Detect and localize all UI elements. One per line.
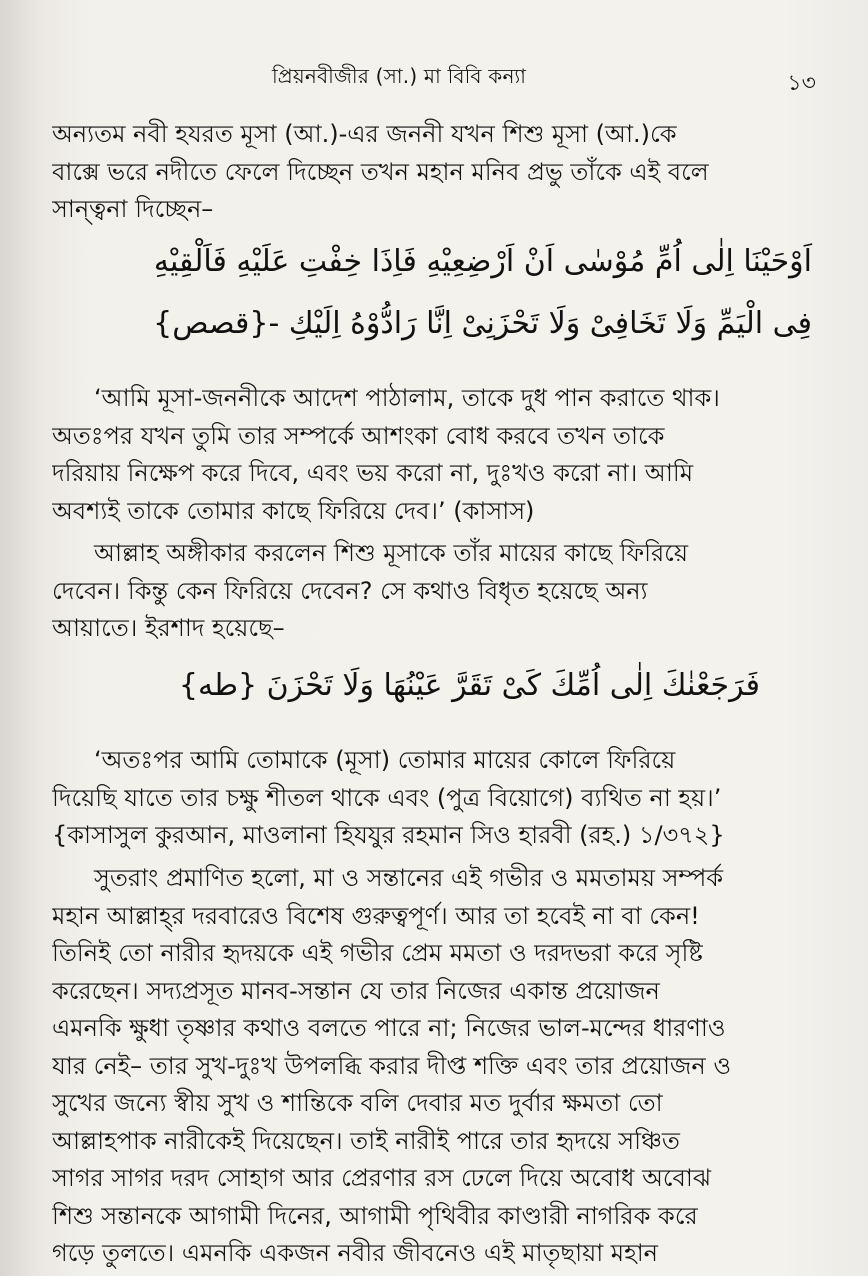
text-line: অবশ্যই তাকে তোমার কাছে ফিরিয়ে দেব।’ (কাসাস) xyxy=(52,496,535,525)
text-line: ‘অতঃপর আমি তোমাকে (মূসা) তোমার মায়ের কোলে ফিরিয়ে xyxy=(94,746,676,774)
page-number: ১৩ xyxy=(787,71,816,96)
text-line: সুতরাং প্রমাণিত হলো, মা ও সন্তানের এই গভীর ও মমতাময় সম্পর্ক xyxy=(94,864,724,892)
arabic-verse-line: فَرَجَعْنٰكَ اِلٰى اُمِّكَ كَىْ تَقَرَّ عَيْنُهَا وَلَا تَحْزَنَ {طه} xyxy=(178,668,760,703)
text-line: ‘আমি মূসা-জননীকে আদেশ পাঠালাম, তাকে দুধ পান করাতে থাক। xyxy=(94,384,720,412)
text-line: অতঃপর যখন তুমি তার সম্পর্কে আশংকা বোধ করবে তখন তাকে xyxy=(52,421,665,450)
text-line: আল্লাহ অঙ্গীকার করলেন শিশু মূসাকে তাঁর মায়ের কাছে ফিরিয়ে xyxy=(94,539,688,567)
running-title: প্রিয়নবীজীর (সা.) মা বিবি কন্যা xyxy=(272,64,527,88)
text-line: সান্ত্বনা দিচ্ছেন– xyxy=(52,195,214,223)
text-line: তিনিই তো নারীর হৃদয়কে এই গভীর প্রেম মমতা ও দরদভরা করে সৃষ্টি xyxy=(52,939,703,967)
text-line: শিশু সন্তানকে আগামী দিনের, আগামী পৃথিবীর কাণ্ডারী নাগরিক করে xyxy=(52,1201,698,1230)
intro-paragraph xyxy=(52,116,808,229)
text-line: সাগর সাগর দরদ সোহাগ আর প্রেরণার রস ঢেলে দিয়ে অবোধ অবোঝ xyxy=(52,1164,712,1192)
text-line: দিয়েছি যাতে তার চক্ষু শীতল থাকে এবং (পুত্র বিয়োগে) ব্যথিত না হয়।’ xyxy=(52,783,722,812)
page-header xyxy=(0,62,868,96)
text-line: অন্যতম নবী হযরত মূসা (আ.)-এর জননী যখন শিশু মূসা (আ.)কে xyxy=(52,120,677,148)
translation-paragraph xyxy=(52,380,808,530)
text-line: গড়ে তুলতে। এমনকি একজন নবীর জীবনেও এই মাতৃছায়া মহান xyxy=(52,1239,659,1267)
text-line: করেছেন। সদ্যপ্রসূত মানব-সন্তান যে তার নিজের একান্ত প্রয়োজন xyxy=(52,976,660,1005)
text-line: এমনকি ক্ষুধা তৃষ্ণার কথাও বলতে পারে না; নিজের ভাল-মন্দের ধারণাও xyxy=(52,1014,726,1042)
text-line: দরিয়ায় নিক্ষেপ করে দিবে, এবং ভয় করো না, দুঃখও করো না। আমি xyxy=(52,459,694,487)
text-line: সুখের জন্যে স্বীয় সুখ ও শান্তিকে বলি দেবার মত দুর্বার ক্ষমতা তো xyxy=(52,1089,663,1117)
body-paragraph xyxy=(52,535,808,648)
arabic-verse-line: اَوْحَيْنَا اِلٰى اُمِّ مُوْسٰى اَنْ اَرْضِعِيْهِ فَاِذَا خِفْتِ عَلَيْهِ فَاَلْقِيْهِ xyxy=(153,244,812,279)
citation-line: {কাসাসুল কুরআন, মাওলানা হিযযুর রহমান সিও হারবী (রহ.) ১/৩৭২} xyxy=(52,821,725,849)
translation-paragraph xyxy=(52,742,808,855)
text-line: আল্লাহপাক নারীকেই দিয়েছেন। তাই নারীই পারে তার হৃদয়ে সঞ্চিত xyxy=(52,1126,680,1155)
body-paragraph xyxy=(52,860,808,1273)
arabic-verse-line: فِى الْيَمِّ وَلَا تَخَافِىْ وَلَا تَحْزَنِىْ اِنَّا رَادُّوْهُ اِلَيْكِ -{قصص} xyxy=(153,306,812,341)
text-line: মহান আল্লাহ্‌র দরবারেও বিশেষ গুরুত্বপূর্ণ। আর তা হবেই না বা কেন! xyxy=(52,901,700,930)
text-line: আয়াতে। ইরশাদ হয়েছে– xyxy=(52,614,285,642)
text-line: বাক্সে ভরে নদীতে ফেলে দিচ্ছেন তখন মহান মনিব প্রভু তাঁকে এই বলে xyxy=(52,157,709,186)
text-line: যার নেই– তার সুখ-দুঃখ উপলব্ধি করার দীপ্ত শক্তি এবং তার প্রয়োজন ও xyxy=(52,1051,731,1080)
text-line: দেবেন। কিন্তু কেন ফিরিয়ে দেবেন? সে কথাও বিধৃত হয়েছে অন্য xyxy=(52,576,648,605)
